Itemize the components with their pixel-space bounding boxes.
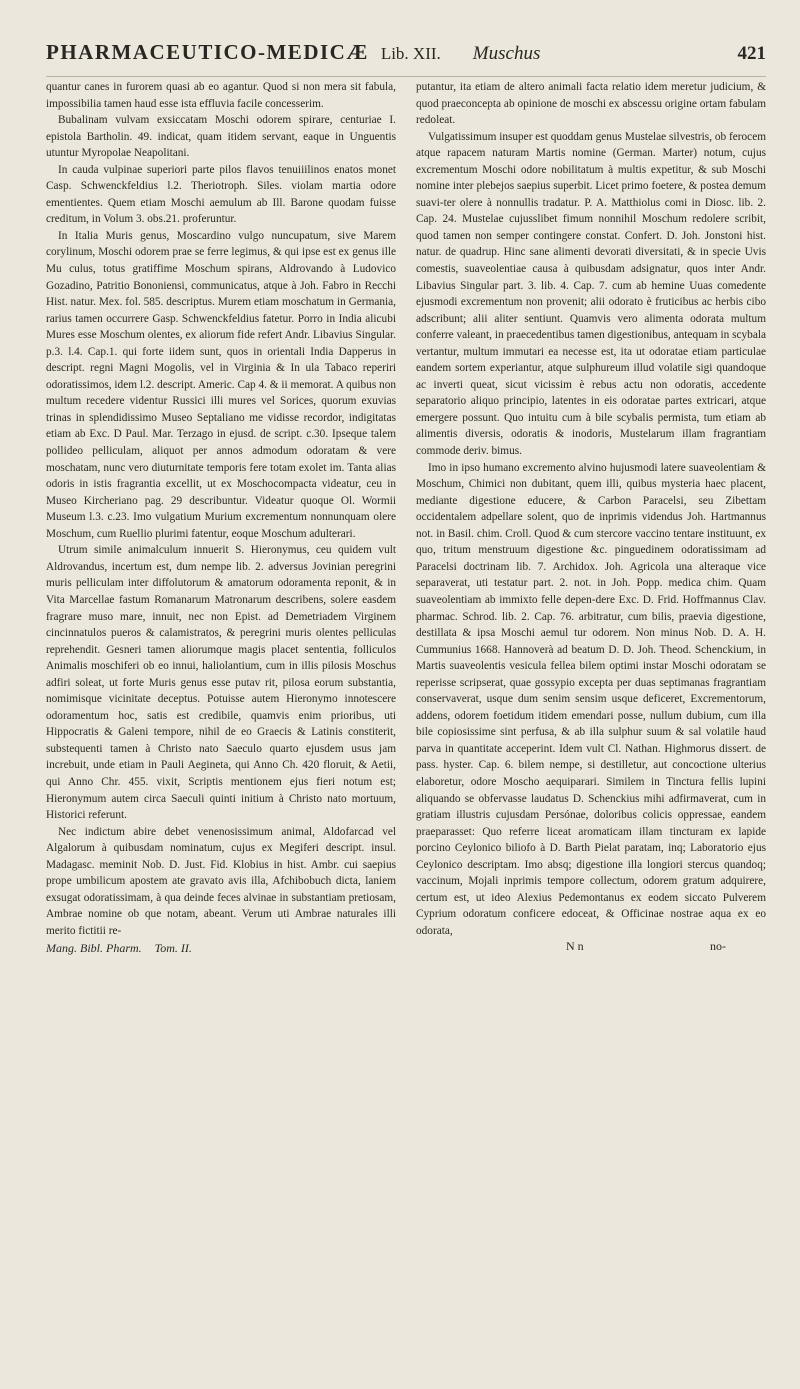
footer-left — [46, 941, 396, 956]
paragraph: Nec indictum abire debet venenosissimum animal, Aldofarcad vel Algalorum à quibusdam nominatum, cujus ex Megiferi descript. insul. Madagasc. meminit Nob. D. Just. Fid. Klobius in hist. Ambr. cui saepius prope umbilicum apostem ate gravato avis illa, Afchibobuch dicta, laniem exsugat odoratissimam, à qua deinde feces alvinae in substantiam pretiosam, Ambrae nomine ob que notam, abeant. Verum uti Ambrae naturales illi merito fictitii re- — [46, 825, 396, 937]
paragraph: Imo in ipso humano excremento alvino hujusmodi latere suaveolentiam & Moschum, Chimici non dubitant, quem illi, quibus mysteria haec placent, mediante digestione educere, & Carbon Paracelsi, seu Zibettam occidentalem adpellare solent, quo de inprimis videndus Joh. Hartmannus not. in Basil. chim. Croll. Quod & cum stercore vaccino tentare instituunt, ex quo, tritum menstruum digestione &c. pinguedinem odoratissimam ad Paracelsi doctrinam lib. 7. Archidox. Joh. Agricola una alteraque vice separaverat, uti testatur part. 2. not. in Joh. Popp. medica chim. Quam suaveolentiam ab immixto felle depen-dere Exc. D. Frid. Hoffmannus Clav. pharmac. Schrod. lib. 2. Cap. 76. arbitratur, cum bilis, praevia digestione, destillata & ipsa Moschi aemul tur odorem. Non minus Nob. D. A. H. Cummunius 1668. Hannoverà ad beatum D. D. Joh. Theod. Schenckium, in Martis suaveolentis vesicula fellea bilem optimi instar Moschi odoratam se reperisse scripserat, quae gossypio excepta per duas septimanas fragrantiam conservaverat, usque dum senim sensim usque deficeret, Excrementorum, addens, odorem foetidum itidem emendari posse, nullum dubium, cum illa bile copiosissime sint perfusa, & ab illa sulphur suum & sal volatile haud parva in quantitate acceperint. Idem vult Cl. Nathan. Highmorus dissert. de pass. hyster. Cap. 6. bilem nempe, si destilletur, aut concoctione ulterius elaboretur, odore Moscho aequiparari. Similem in Tinctura fellis lupini aliquando se obfervasse laudatus D. Schenckius mihi adfirmaverat, cum in gratiam illustris cujusdam Persónae, doloribus colicis oppressae, eandem praeparasset: Quo referre liceat aromaticam illam tincturam ex lapide porcino Ceylonico biliofo à D. Barth Pielat paratam, inq; Laboratorio ejus Ceylonico descriptam. Imo absq; digestione illa longiori stercus quandoq; vaccinum, Mojali inprimis tempore collectum, odorem gratum adquirere, certum est, ut ideo Alexius Pedemontanus ex eodem siccato Pulverem Cyprium odoratum conficere edoceat, & Officinae nostrae aqua ex eo odorata, — [416, 461, 766, 937]
section-reference: Muschus — [472, 43, 541, 64]
paragraph: quantur canes in furorem quasi ab eo agantur. Quod si non mera sit fabula, impossibilia tamen haud esse ista effluvia facile concesserim. — [46, 81, 396, 110]
footer-signature: Mang. Bibl. Pharm. — [46, 941, 142, 956]
page-header — [46, 40, 766, 77]
paragraph: Vulgatissimum insuper est quoddam genus Mustelae silvestris, ob ferocem atque rapacem naturam Martis nomine (German. Marter) notum, cujus excrementum Moschi odore nobilitatum à multis expetitur, & sub Moschi nomine inter plebejos saepius superbit. Licet primo foetere, & postea demum suavi-ter olere à nonnullis tradatur. P. A. Matthiolus comi in Diosc. lib. 2. Cap. 24. Mustelae cujusslibet fimum nonnihil Moschum redolere scribit, quod tamen non semper contingere constat. Confert. D. Joh. Jonstoni hist. natur. de quadrup. Hinc sane alimenti devorati diversitati, & in specie Uvis comestis, suaveolentiae causa à quibusdam adsignatur, quos inter Andr. Libavius Singular part. 3. lib. 4. Cap. 7. cum ab hemine Uuas comedente ejusmodi excrementum non provenit; alii odorato è fruticibus ac herbis cibo adscribunt; alii aliter sentiunt. Quamvis vero alimenta odorata multum conferre valeant, in praecedentibus tamen digestionibus, antequam in scybala vertantur, multum immutari ea necesse est, ita ut odoratae etiam particulae eandem sortem experiantur, atque sulphureum illud volatile sigi quandoque ac inverti queat, sicut vicissim è rebus actu non odoratis, accedente separatorio aliquo principio, latentes in eis odoratae partes extricari, atque emergere possunt. Quo intuitu cum à bile scybalis permista, tum etiam ab alimentis diversis, odoratis & inodoris, Mustelarum illam fragrantiam commode deriv. bimus. — [416, 130, 766, 458]
paragraph: In Italia Muris genus, Moscardino vulgo nuncupatum, sive Marem corylinum, Moschi odorem prae se ferre legimus, & qui ipse est ex genus ille Mu culus, totus gratiffime Moschum spirans, Aldrovando à Ludovico Gozadino, Patritio Bononiensi, communicatus, atque à Joh. Fabro in Recchi Hist. natur. Mex. fol. 585. descriptus. Murem etiam moschatum in Germania, rarius tamen occurrere Gasp. Schwenckfeldius fatetur. Porro in India alicubi Mures esse Moschum olentes, ex aliorum fide refert Andr. Libavius Singular. p.3. l.4. Cap.1. qui forte iidem sunt, quos in orientali India Dapperus in descript. regni Magni Mogolis, vel in Virginia & In ula Tabaco reperiri odoratissimos, idem l.2. descript. Americ. Cap 4. & ii memorat. A quibus non multum recedere videntur Russici illi mures vel Sorices, quorum exuvias trinas in splendidissimo Museo Septaliano me vidisse recordor, indigitatas etiam ab Exc. D Paul. Mar. Terzago in ejusd. de script. c.30. Ipseque talem pollideo pelliculam, aliquot per annos admodum odoratam & vere moschatam, nunc vero diuturnitate temporis fere totam exolet im. Tanta alias odoris in istis fragrantia excellit, ut ex Moschocompacta videatur, ceu in Museo Kircheriano pag. 29 describuntur. Videatur quoque Ol. Wormii Museum l.3. c.23. Imo vulgatium Murium excrementum nonnunquam olere Moschum, cum Ruellio plurimi fatentur, eoque Moschum adulterari. — [46, 229, 396, 540]
footer-right — [416, 939, 766, 954]
paragraph: In cauda vulpinae superiori parte pilos flavos tenuiiilinos enatos monet Casp. Schwenckfeldius l.2. Theriotroph. Siles. violam martia odore ementientes. Quem etiam Moschi aemulum ab Ill. Barone quodam fuisse creditum, in Volum 3. obs.21. proferuntur. — [46, 163, 396, 226]
footer-volume: Tom. II. — [154, 941, 192, 956]
running-head-group — [46, 40, 540, 65]
catchword: no- — [710, 939, 726, 954]
running-head: PHARMACEUTICO-MEDICÆ — [46, 40, 369, 64]
page-number: 421 — [737, 43, 766, 64]
left-column — [46, 79, 396, 956]
right-column — [416, 79, 766, 956]
paragraph: Utrum simile animalculum innuerit S. Hieronymus, ceu quidem vult Aldrovandus, incertum est, dum nempe lib. 2. adversus Jovinian peregrini muris pelliculam inter diffolutorum & amatorum odoramenta reponit, & in Vita Marcellae fastum Romanarum Matronarum describens, solere easdem fragrare muso mare, innuit, nec non Epist. ad Demetriadem Virginem cincinnatulos pueros & calamistratos, & peregrini muris olentes pelliculas reprehendit. Gesneri tamen aliorumque magis placet sententia, folliculos Animalis moschiferi ob eo innui, haliolantium, cum in illis pilosis Moschus adfiri soleat, ut forte Muris genus esse putav rit, pilosa eorum substantia, nomimisque vicinitate deceptus. Potuisse autem Hieronymo innotescere odoramentum hoc, satis est credibile, quamvis enim prioribus, uti Hippocratis & Galeni tempore, nihil de eo Graecis & Latinis constiterit, substequenti tamen à Christo nato Saeculo quarto ejusdem usus jam increbuit, unde etiam in Pauli Aegineta, qui Anno Ch. 420 floruit, & Aetii, qui Anno Chr. 455. vixit, Scriptis mentionem ejus fieri notum est; Hieronymum autem circa Saeculi quinti initium à Christo nato mortuum, Historici referunt. — [46, 544, 396, 822]
book-reference: Lib. XII. — [380, 44, 441, 63]
paragraph: Bubalinam vulvam exsiccatam Moschi odorem spirare, centuriae I. epistola Bartholin. 49. indicat, quam itidem servant, eaque in Unguentis utuntur Myropolae Neapolitani. — [46, 114, 396, 160]
signature-mark: N n — [566, 939, 584, 954]
text-columns — [46, 79, 766, 956]
paragraph: putantur, ita etiam de altero animali facta relatio idem meretur judicium, & quod praeconcepta ab opinione de moschi ex abscessu origine ortam fabulam redoleat. — [416, 81, 766, 127]
